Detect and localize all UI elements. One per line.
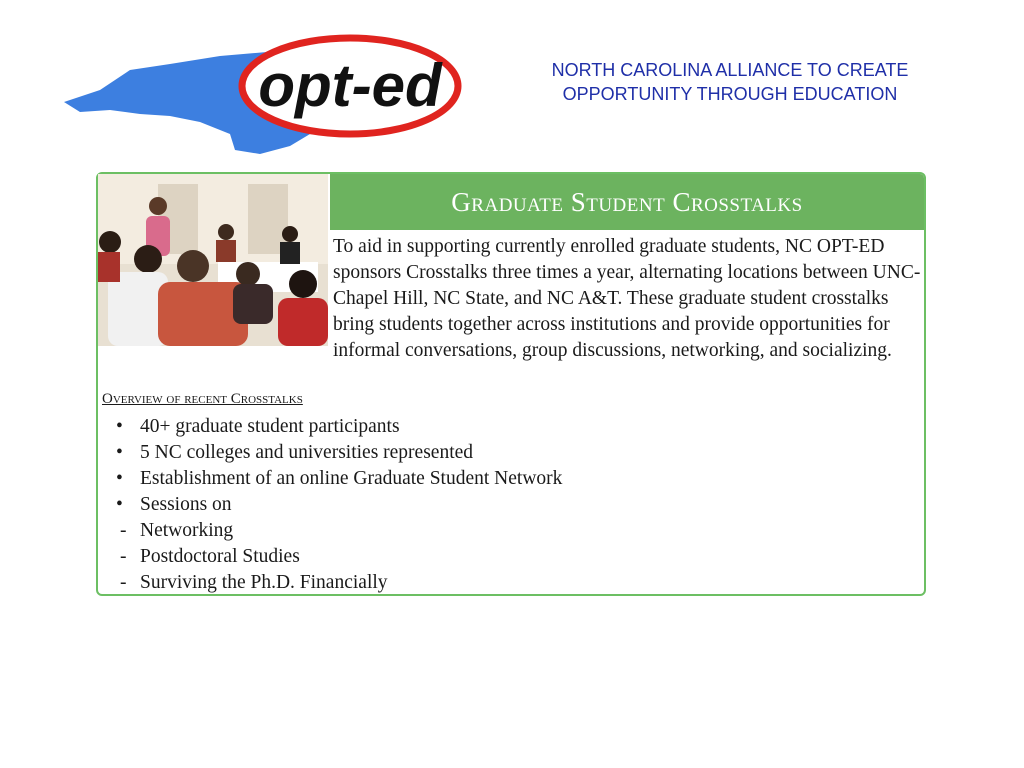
list-item	[116, 492, 562, 518]
crosstalk-event-photo	[98, 174, 328, 346]
list-item	[116, 466, 562, 492]
photo-illustration	[98, 174, 328, 346]
card-title-banner	[330, 174, 924, 230]
bullet-icon: •	[116, 442, 123, 463]
list-item	[116, 440, 562, 466]
overview-list	[116, 414, 562, 596]
crosstalks-card	[96, 172, 926, 596]
organization-name	[520, 58, 940, 106]
sub-list-item	[116, 570, 562, 596]
organization-name-line-1: NORTH CAROLINA ALLIANCE TO CREATE	[551, 60, 909, 80]
logo-text: opt-ed	[258, 52, 442, 119]
sub-list-item	[116, 518, 562, 544]
sub-list-item-text: Networking	[140, 520, 234, 541]
organization-name-line-2: OPPORTUNITY THROUGH EDUCATION	[562, 84, 898, 104]
sub-list-item-text: Postdoctoral Studies	[140, 546, 300, 567]
list-item-text: Establishment of an online Graduate Student Network	[140, 468, 563, 489]
intro-paragraph: To aid in supporting currently enrolled graduate students, NC OPT-ED sponsors Crosstalks three times a year, alternating locations between UNC-Chapel Hill, NC State, and NC A&T. These graduate student crosstalks bring students together across institutions and provide opportunities for informal conversations, group discussions, networking, and socializing.	[333, 236, 921, 361]
bullet-icon: •	[116, 494, 123, 515]
dash-icon: -	[120, 572, 127, 593]
sub-list-item	[116, 544, 562, 570]
bullet-icon: •	[116, 468, 123, 489]
overview-heading: Overview of recent Crosstalks	[102, 391, 303, 407]
bullet-icon: •	[116, 416, 123, 437]
list-item	[116, 414, 562, 440]
sub-list-item-text: Surviving the Ph.D. Financially	[140, 572, 388, 593]
list-item-text: Sessions on	[140, 494, 232, 515]
card-title: Graduate Student Crosstalks	[451, 186, 803, 217]
logo-graphic	[60, 24, 470, 164]
dash-icon: -	[120, 546, 127, 567]
list-item-text: 40+ graduate student participants	[140, 416, 400, 437]
opt-ed-logo	[60, 24, 470, 164]
list-item-text: 5 NC colleges and universities represented	[140, 442, 474, 463]
dash-icon: -	[120, 520, 127, 541]
